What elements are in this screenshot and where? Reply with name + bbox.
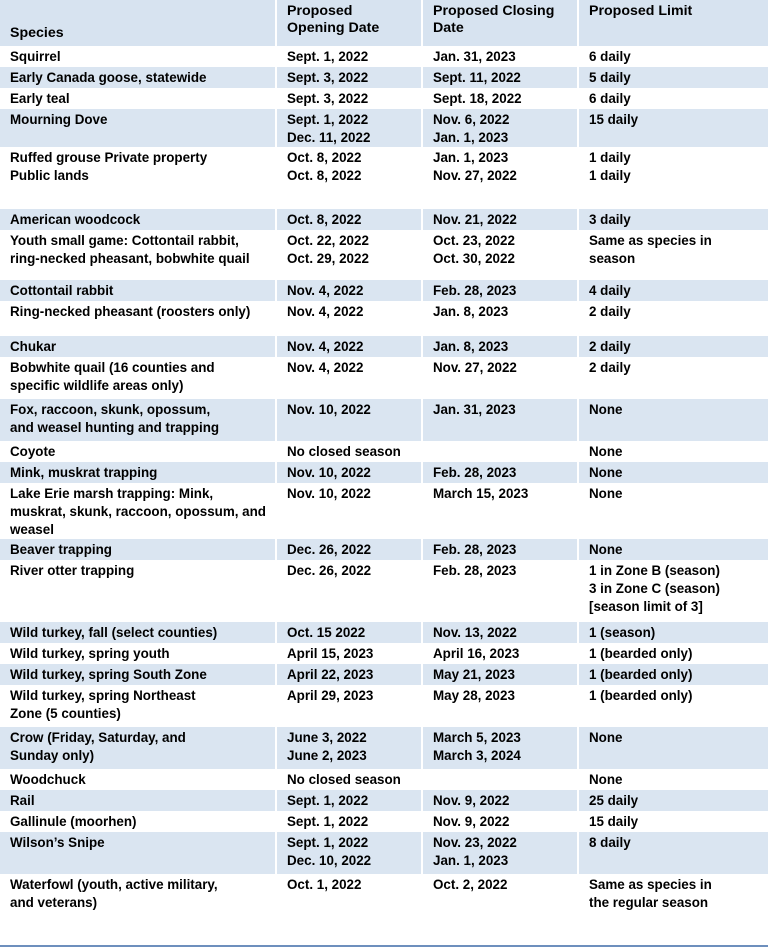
cell-line: 1 daily [589,150,631,165]
cell-species [0,664,276,685]
cell-opening-date [276,209,422,230]
cell-closing-date [422,441,578,462]
cell-line: Oct. 2, 2022 [433,877,508,892]
cell-line: Nov. 6, 2022 [433,112,510,127]
cell-closing-date [422,790,578,811]
cell-line: Oct. 30, 2022 [433,251,515,266]
cell-limit [578,560,768,622]
cell-line: Bobwhite quail (16 counties and specific wildlife areas only) [10,360,215,393]
cell-species [0,769,276,790]
cell-line: None [589,402,623,417]
cell-line: Chukar [10,339,57,354]
cell-line: April 22, 2023 [287,667,374,682]
cell-closing-date [422,357,578,399]
cell-line: 15 daily [589,814,639,829]
table-row [0,336,768,357]
table-row [0,539,768,560]
cell-line: Wild turkey, spring South Zone [10,667,207,682]
cell-limit [578,280,768,301]
cell-opening-date [276,811,422,832]
cell-line: Dec. 10, 2022 [287,853,372,868]
cell-line: 6 daily [589,49,631,64]
cell-line: Nov. 10, 2022 [287,465,371,480]
cell-limit [578,109,768,147]
cell-closing-date [422,685,578,727]
cell-line: Dec. 11, 2022 [287,130,371,145]
cell-line: Early teal [10,91,70,106]
cell-opening-date [276,560,422,622]
table-row [0,769,768,790]
cell-line: Jan. 1, 2023 [433,853,509,868]
cell-line: Sept. 1, 2022 [287,112,369,127]
cell-line: None [589,772,623,787]
cell-line: April 16, 2023 [433,646,520,661]
cell-line: the regular season [589,895,709,910]
cell-line: March 15, 2023 [433,486,529,501]
cell-line: Sept. 1, 2022 [287,835,369,850]
table-row [0,357,768,399]
cell-limit [578,88,768,109]
cell-limit [578,643,768,664]
cell-species [0,685,276,727]
cell-line: American woodcock [10,212,141,227]
cell-limit [578,832,768,874]
table-body [0,46,768,916]
cell-line: Feb. 28, 2023 [433,465,517,480]
cell-line: Woodchuck [10,772,86,787]
cell-line: 6 daily [589,91,631,106]
table-row [0,811,768,832]
cell-line: Nov. 4, 2022 [287,283,364,298]
cell-species [0,811,276,832]
cell-species [0,832,276,874]
cell-line: Oct. 1, 2022 [287,877,362,892]
cell-line: Wild turkey, fall (select counties) [10,625,218,640]
cell-line: Feb. 28, 2023 [433,542,517,557]
cell-closing-date [422,874,578,916]
cell-line: Sept. 1, 2022 [287,814,369,829]
cell-line: None [589,542,623,557]
cell-line: May 28, 2023 [433,688,515,703]
cell-species [0,147,276,209]
cell-opening-date [276,643,422,664]
cell-line: Squirrel [10,49,61,64]
cell-line: March 5, 2023 [433,730,521,745]
cell-line: Jan. 8, 2023 [433,339,509,354]
cell-limit [578,811,768,832]
cell-opening-date [276,280,422,301]
cell-line: 2 daily [589,304,631,319]
cell-line: Dec. 26, 2022 [287,563,372,578]
table-row [0,109,768,147]
cell-line: 15 daily [589,112,639,127]
cell-line: Nov. 10, 2022 [287,402,371,417]
cell-opening-date [276,727,422,769]
cell-line: 8 daily [589,835,631,850]
cell-line: Oct. 8, 2022 [287,168,362,183]
cell-line: Mourning Dove [10,112,108,127]
cell-line: May 21, 2023 [433,667,515,682]
cell-line: Jan. 31, 2023 [433,402,516,417]
cell-line: Nov. 4, 2022 [287,339,364,354]
table-row [0,622,768,643]
cell-line: April 15, 2023 [287,646,374,661]
table-row [0,46,768,67]
cell-opening-date [276,462,422,483]
cell-limit [578,230,768,280]
table-row [0,280,768,301]
cell-species [0,643,276,664]
cell-line: Nov. 9, 2022 [433,814,510,829]
cell-line: Sept. 1, 2022 [287,793,369,808]
cell-line: 1 in Zone B (season) [589,563,720,578]
cell-opening-date [276,685,422,727]
cell-line: Sept. 11, 2022 [433,70,521,85]
header-species: Species [0,0,276,46]
table-row [0,560,768,622]
cell-opening-date [276,441,422,462]
cell-line: Rail [10,793,35,808]
cell-line: No closed season [287,772,401,787]
cell-limit [578,685,768,727]
cell-line: Jan. 8, 2023 [433,304,509,319]
table-row [0,67,768,88]
cell-line: Wild turkey, spring Northeast [10,688,196,703]
cell-line: 3 in Zone C (season) [589,581,720,596]
cell-closing-date [422,832,578,874]
cell-line: Oct. 15 2022 [287,625,366,640]
cell-opening-date [276,769,422,790]
cell-closing-date [422,560,578,622]
cell-limit [578,622,768,643]
cell-line: Jan. 1, 2023 [433,150,509,165]
cell-closing-date [422,67,578,88]
cell-limit [578,483,768,539]
cell-species [0,336,276,357]
cell-line: March 3, 2024 [433,748,521,763]
cell-species [0,441,276,462]
cell-species [0,622,276,643]
cell-line: Fox, raccoon, skunk, opossum, [10,402,211,417]
table-row [0,209,768,230]
cell-limit [578,769,768,790]
cell-species [0,483,276,539]
cell-closing-date [422,399,578,441]
cell-opening-date [276,622,422,643]
cell-line: Sept. 1, 2022 [287,49,369,64]
cell-closing-date [422,301,578,336]
table-row [0,790,768,811]
cell-line: Oct. 22, 2022 [287,233,369,248]
header-limit: Proposed Limit [578,0,768,46]
cell-line: Gallinule (moorhen) [10,814,137,829]
table-row [0,643,768,664]
cell-closing-date [422,147,578,209]
cell-limit [578,147,768,209]
cell-opening-date [276,46,422,67]
cell-line: Dec. 26, 2022 [287,542,372,557]
cell-line: River otter trapping [10,563,135,578]
cell-opening-date [276,109,422,147]
cell-line: Nov. 23, 2022 [433,835,517,850]
cell-line: Nov. 27, 2022 [433,168,517,183]
table-row [0,88,768,109]
cell-limit [578,874,768,916]
cell-line: Cottontail rabbit [10,283,114,298]
cell-line: Nov. 21, 2022 [433,212,517,227]
cell-line: Zone (5 counties) [10,706,121,721]
cell-species [0,874,276,916]
cell-line: Public lands [10,168,89,183]
table-row [0,685,768,727]
table-row [0,483,768,539]
cell-limit [578,67,768,88]
cell-line: 5 daily [589,70,631,85]
cell-line: Sept. 3, 2022 [287,70,369,85]
cell-opening-date [276,790,422,811]
cell-line: Oct. 23, 2022 [433,233,515,248]
table-row [0,301,768,336]
cell-line: Jan. 31, 2023 [433,49,516,64]
cell-line: Mink, muskrat trapping [10,465,158,480]
cell-opening-date [276,539,422,560]
cell-opening-date [276,230,422,280]
cell-line: Sept. 18, 2022 [433,91,522,106]
cell-closing-date [422,109,578,147]
cell-line: Same as species in [589,877,712,892]
cell-opening-date [276,483,422,539]
cell-closing-date [422,46,578,67]
cell-species [0,88,276,109]
cell-line: [season limit of 3] [589,599,703,614]
cell-species [0,790,276,811]
cell-line: June 3, 2022 [287,730,367,745]
header-opening-date: Proposed Opening Date [276,0,422,46]
cell-line: None [589,444,623,459]
table-row [0,399,768,441]
cell-line: Feb. 28, 2023 [433,563,517,578]
cell-line: Feb. 28, 2023 [433,283,517,298]
table-row [0,832,768,874]
table-row [0,230,768,280]
cell-closing-date [422,88,578,109]
cell-species [0,462,276,483]
cell-line: Oct. 29, 2022 [287,251,369,266]
table-row [0,441,768,462]
cell-species [0,399,276,441]
cell-line: None [589,730,623,745]
cell-line: April 29, 2023 [287,688,374,703]
cell-limit [578,336,768,357]
cell-limit [578,357,768,399]
cell-limit [578,539,768,560]
cell-line: Wild turkey, spring youth [10,646,170,661]
cell-line: Wilson’s Snipe [10,835,105,850]
cell-line: Same as species in season [589,233,712,266]
cell-limit [578,727,768,769]
cell-line: June 2, 2023 [287,748,367,763]
cell-opening-date [276,336,422,357]
cell-opening-date [276,664,422,685]
cell-species [0,67,276,88]
cell-closing-date [422,462,578,483]
cell-line: Beaver trapping [10,542,112,557]
cell-line: 3 daily [589,212,631,227]
cell-line: Early Canada goose, statewide [10,70,207,85]
cell-limit [578,790,768,811]
cell-line: Nov. 10, 2022 [287,486,371,501]
cell-closing-date [422,209,578,230]
cell-closing-date [422,280,578,301]
cell-opening-date [276,399,422,441]
cell-line: None [589,486,623,501]
cell-line: No closed season [287,444,401,459]
header-closing-date: Proposed Closing Date [422,0,578,46]
table-row [0,147,768,209]
cell-opening-date [276,874,422,916]
cell-line: Nov. 4, 2022 [287,304,364,319]
cell-closing-date [422,483,578,539]
cell-line: Sept. 3, 2022 [287,91,369,106]
cell-line: 2 daily [589,339,631,354]
cell-species [0,727,276,769]
cell-species [0,230,276,280]
cell-species [0,209,276,230]
cell-closing-date [422,336,578,357]
cell-opening-date [276,147,422,209]
cell-species [0,280,276,301]
cell-closing-date [422,769,578,790]
cell-opening-date [276,88,422,109]
cell-species [0,539,276,560]
cell-closing-date [422,643,578,664]
cell-limit [578,399,768,441]
cell-species [0,357,276,399]
table-row [0,462,768,483]
cell-limit [578,301,768,336]
cell-line: Oct. 8, 2022 [287,150,362,165]
cell-closing-date [422,811,578,832]
cell-line: Crow (Friday, Saturday, and [10,730,186,745]
cell-line: Jan. 1, 2023 [433,130,509,145]
cell-species [0,46,276,67]
cell-line: and weasel hunting and trapping [10,420,220,435]
cell-closing-date [422,622,578,643]
cell-limit [578,664,768,685]
cell-line: 1 (bearded only) [589,667,693,682]
cell-closing-date [422,727,578,769]
cell-line: 1 daily [589,168,631,183]
cell-closing-date [422,539,578,560]
cell-line: Youth small game: Cottontail rabbit, ring-necked pheasant, bobwhite quail [10,233,250,266]
cell-species [0,109,276,147]
cell-species [0,560,276,622]
cell-line: 4 daily [589,283,631,298]
cell-line: None [589,465,623,480]
cell-opening-date [276,301,422,336]
cell-line: Ruffed grouse Private property [10,150,208,165]
cell-line: 1 (season) [589,625,656,640]
cell-line: 1 (bearded only) [589,646,693,661]
cell-species [0,301,276,336]
cell-line: 2 daily [589,360,631,375]
cell-limit [578,441,768,462]
cell-line: Ring-necked pheasant (roosters only) [10,304,251,319]
cell-line: Sunday only) [10,748,95,763]
cell-line: Waterfowl (youth, active military, [10,877,218,892]
cell-line: Nov. 13, 2022 [433,625,517,640]
cell-line: Coyote [10,444,56,459]
cell-opening-date [276,832,422,874]
cell-limit [578,46,768,67]
cell-limit [578,209,768,230]
cell-line: Nov. 27, 2022 [433,360,517,375]
table-row [0,664,768,685]
cell-line: 1 (bearded only) [589,688,693,703]
table-row [0,727,768,769]
cell-limit [578,462,768,483]
cell-line: Oct. 8, 2022 [287,212,362,227]
cell-opening-date [276,67,422,88]
cell-line: and veterans) [10,895,98,910]
cell-line: 25 daily [589,793,639,808]
cell-line: Lake Erie marsh trapping: Mink, muskrat, skunk, raccoon, opossum, and weasel [10,486,266,537]
cell-opening-date [276,357,422,399]
cell-closing-date [422,664,578,685]
cell-closing-date [422,230,578,280]
cell-line: Nov. 9, 2022 [433,793,510,808]
table-row [0,874,768,916]
table-header-row [0,0,768,46]
cell-line: Nov. 4, 2022 [287,360,364,375]
